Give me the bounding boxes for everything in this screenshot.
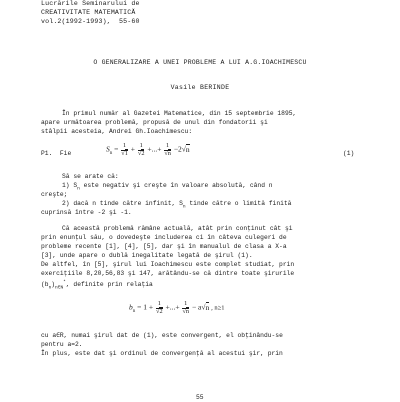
equals-one-plus: = 1 +	[137, 302, 154, 312]
problem-formula: $S_n$ = $\frac{1}{√1}$ + $\frac{1}{√2}$ +...+ $\frac{1}{√n}$ −2√n	[106, 142, 190, 157]
discussion-line-4: [3], unde apare o dublă inegalitate legată de şirul (1).	[41, 252, 253, 259]
discussion-line-5: De altfel, în [5], şirul lui Ioachimescu este complet studiat, prin	[41, 261, 295, 268]
tail-radicand: n	[185, 144, 190, 154]
discussion-line-6: exerciţiile 8,20,56,83 şi 147, arătându-se că dintre toate şirurile	[41, 270, 295, 277]
page-number: 55	[196, 394, 204, 401]
ellipsis-plus-b: +...+	[165, 302, 180, 312]
conclusion-line-2: pentru a=2.	[41, 341, 83, 348]
article-author: Vasile BERINDE	[170, 84, 230, 91]
intro-line-1: În primul număr al Gazetei Matematice, din 15 septembrie 1895,	[62, 110, 297, 117]
task-item-2: 2) dacă n tinde către infinit, $S_n$ tinde către o limită finită	[62, 200, 292, 210]
ellipsis-plus: +...+	[147, 144, 162, 154]
intro-line-2: apare următoarea problemă, propusă de unul din fondatorii şi	[41, 119, 268, 126]
journal-volume-pages: vol.2(1992-1993), 55-60	[41, 18, 140, 25]
journal-name-line1: Lucrările Seminarului de	[41, 0, 140, 7]
index-condition: , n≥1	[211, 304, 225, 312]
intro-line-3: stâlpii acesteia, Andrei Gh.Ioachimescu:	[41, 128, 193, 135]
task-item-1: 1) $S_n$ este negativ şi creşte în valoare absolută, când n	[62, 182, 273, 192]
discussion-line-1: Că această problemă rămâne actuală, atât prin conţinut cât şi	[62, 225, 293, 232]
sum-symbol: S	[106, 144, 110, 154]
b-symbol: b	[129, 302, 133, 312]
discussion-line-7: $(b_n)_{n\in N}^*$, definite prin relaţia	[41, 280, 153, 291]
tail-a-radicand: n	[205, 302, 210, 312]
fraction-term-n: $\frac{1}{√n}$	[164, 142, 171, 157]
conclusion-line-1: cu a∈R, numai şirul dat de (1), este convergent, el obţinându-se	[41, 332, 283, 339]
equation-number: (1)	[343, 150, 355, 157]
task-intro: Să se arate că:	[62, 173, 119, 180]
fraction-b-term-n: $\frac{1}{√n}$	[182, 300, 190, 315]
problem-label: P1. Fie	[41, 150, 72, 157]
sequence-formula: $b_n = 1$ + $\frac{1}{√2}$ +...+ $\frac{1}{√n}$ − a√n , n≥1	[129, 300, 225, 315]
tail-a-term: − a	[191, 302, 202, 312]
fraction-term-1: $\frac{1}{√1}$	[121, 142, 128, 157]
plus-sign-1: +	[130, 144, 135, 154]
conclusion-line-3: În plus, este dat şi ordinul de convergenţă al acestui şir, prin	[41, 350, 283, 357]
discussion-line-2: prin enunţul său, o dovedeşte includerea ci în câteva culegeri de	[41, 234, 287, 241]
journal-name-line2: CREATIVITATE MATEMATICĂ	[41, 9, 136, 16]
task-item-1-cont: creşte;	[41, 191, 68, 198]
task-item-2-cont: cuprinsă între -2 şi -1.	[41, 209, 132, 216]
fraction-b-term-2: $\frac{1}{√2}$	[155, 300, 163, 315]
sum-subscript: n	[109, 151, 113, 157]
equals-sign: =	[114, 144, 119, 154]
tail-term: −2	[173, 144, 182, 154]
discussion-line-3: probleme recente [1], [4], [5], dar şi în manualul de clasa a X-a	[41, 243, 287, 250]
article-title: O GENERALIZARE A UNEI PROBLEME A LUI A.G.IOACHIMESCU	[93, 59, 307, 66]
b-subscript: n	[132, 309, 136, 315]
fraction-term-2: $\frac{1}{√2}$	[137, 142, 145, 157]
